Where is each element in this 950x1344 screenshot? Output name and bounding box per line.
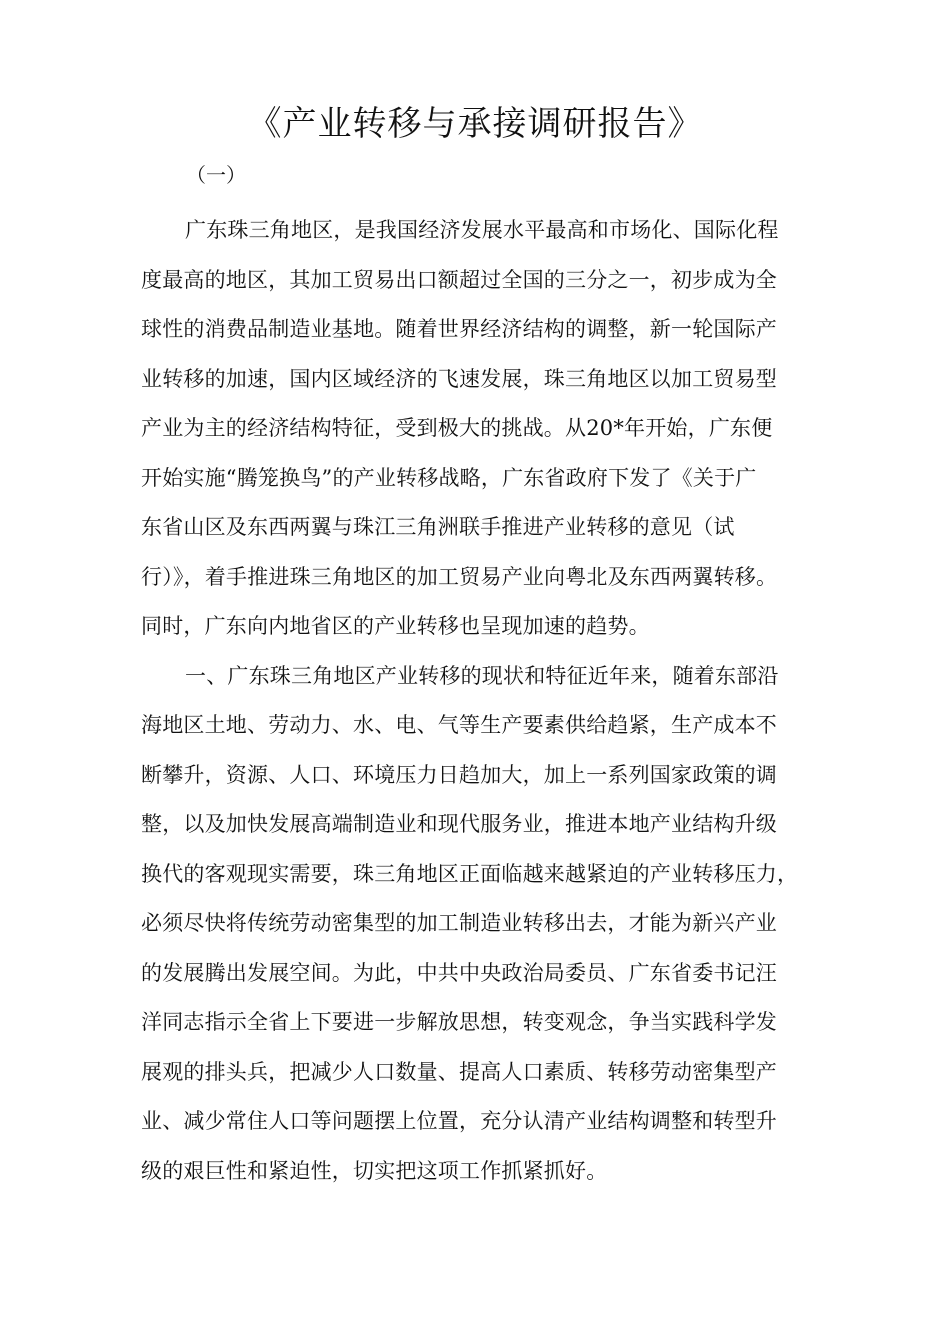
paragraph-line: 广东珠三角地区，是我国经济发展水平最高和市场化、国际化程 <box>185 218 779 242</box>
paragraph-line: 业、减少常住人口等问题摆上位置，充分认清产业结构调整和转型升 <box>141 1109 777 1133</box>
paragraph-line: 整，以及加快发展高端制造业和现代服务业，推进本地产业结构升级 <box>141 812 777 836</box>
paragraph-line: 的发展腾出发展空间。为此，中共中央政治局委员、广东省委书记汪 <box>141 960 777 985</box>
paragraph-line: 海地区土地、劳动力、水、电、气等生产要素供给趋紧，生产成本不 <box>141 713 777 737</box>
paragraph-1 <box>141 206 821 652</box>
paragraph-line: 行）》，着手推进珠三角地区的加工贸易产业向粤北及东西两翼转移。 <box>141 564 778 589</box>
paragraph-line: 产业为主的经济结构特征，受到极大的挑战。从20*年开始，广东便 <box>141 416 773 440</box>
paragraph-line: 换代的客观现实需要，珠三角地区正面临越来越紧迫的产业转移压力， <box>141 861 799 886</box>
paragraph-line: 断攀升，资源、人口、环境压力日趋加大，加上一系列国家政策的调 <box>141 762 777 787</box>
paragraph-line: 一、广东珠三角地区产业转移的现状和特征近年来，随着东部沿 <box>185 663 779 688</box>
paragraph-line: 必须尽快将传统劳动密集型的加工制造业转移出去，才能为新兴产业 <box>141 911 777 935</box>
paragraph-line: 洋同志指示全省上下要进一步解放思想，转变观念，争当实践科学发 <box>141 1010 777 1034</box>
paragraph-2 <box>141 652 821 1197</box>
section-marker: （一） <box>186 163 246 187</box>
paragraph-line: 度最高的地区，其加工贸易出口额超过全国的三分之一，初步成为全 <box>141 267 777 292</box>
paragraph-line: 展观的排头兵，把减少人口数量、提高人口素质、转移劳动密集型产 <box>141 1059 777 1084</box>
paragraph-line: 开始实施“腾笼换鸟”的产业转移战略，广东省政府下发了《关于广 <box>141 465 757 490</box>
paragraph-line: 同时，广东向内地省区的产业转移也呈现加速的趋势。 <box>141 614 650 638</box>
paragraph-line: 级的艰巨性和紧迫性，切实把这项工作抓紧抓好。 <box>141 1158 608 1183</box>
paragraph-line: 东省山区及东西两翼与珠江三角洲联手推进产业转移的意见（试 <box>141 515 735 539</box>
paragraph-line: 业转移的加速，国内区域经济的飞速发展，珠三角地区以加工贸易型 <box>141 366 777 391</box>
document-body <box>141 206 821 1196</box>
paragraph-line: 球性的消费品制造业基地。随着世界经济结构的调整，新一轮国际产 <box>141 317 777 341</box>
document-title: 《产业转移与承接调研报告》 <box>247 104 703 144</box>
